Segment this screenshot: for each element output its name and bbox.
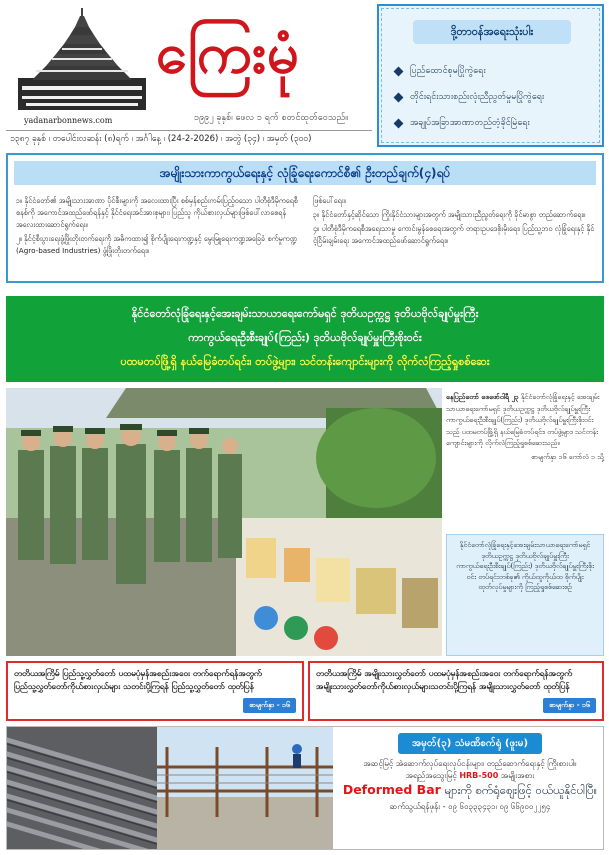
rebar-bundle-image xyxy=(7,727,157,850)
lead-story xyxy=(446,392,604,532)
palace-emblem-logo xyxy=(12,8,152,116)
ad-product: Deformed Bar xyxy=(342,782,441,797)
ad-copy xyxy=(337,731,603,847)
diamond-bullet-icon xyxy=(394,118,404,128)
ad-product-line: Deformed Bar များကို စက်ရုံဈေးဖြင့် ဝယ်ယူနိုင်ပါပြီ။ xyxy=(342,782,598,797)
ad-grade: HRB-500 xyxy=(459,771,499,780)
ad-badge: အမှတ်(၃) သံမဏိစက်ရုံ (ဖူးမ) xyxy=(398,733,542,754)
teaser-amyotha-hluttaw[interactable] xyxy=(308,661,604,721)
paper-title: ကြေးမုံ xyxy=(156,20,300,86)
lead-headline[interactable] xyxy=(6,296,604,382)
diamond-bullet-icon xyxy=(394,66,404,76)
story-dateline: နေပြည်တော် ဖေဖော်ဝါရီ ၂၃ xyxy=(446,393,519,401)
lead-headline-line-3: ပထမတပ်ဖြို့ရှိ နယ်မြေခံတပ်ရင်း၊ တပ်ဖွဲ့များ၊ သင်တန်းကျောင်းများကို လိုက်လံကြည့်ရှုစစ်ဆေး xyxy=(120,355,490,368)
story-continuation[interactable]: စာမျက်နှာ ၁၆ ကော်လံ ၁ သို့ xyxy=(531,452,604,461)
slogan-item: ပြည်ထောင်စုမပြိုကွဲရေး xyxy=(395,58,601,84)
ad-line-1: အဆင့်မြင့် အဲဆောက်လုပ်ရေးလုပ်ငန်းများ၊ တည်ဆောက်ရေးနှင့် ကြိုးစားပါ။ xyxy=(363,759,577,768)
slogan-heading: ဒို့တာဝန်အရေးသုံးပါး xyxy=(413,20,571,44)
lead-photo xyxy=(6,388,442,656)
date-bar xyxy=(6,130,372,148)
steel-mill-advertisement[interactable] xyxy=(6,726,604,850)
page-reference-badge[interactable]: စာမျက်နှာ - ၁၆ xyxy=(543,698,596,713)
masthead xyxy=(6,4,372,150)
teaser-text: တတိယအကြိမ် ပြည်သူ့လွှတ်တော် ပထမပုံမှန်အစည်းအဝေး တက်ရောက်ရန်အတွက် ပြည်သူ့လွှတ်တော်ကိုယ်စားလှယ်များ သတင်းပို့ကြရန် ပြည်သူ့လွှတ်တော် ထုတ်ပြန် xyxy=(14,668,262,691)
lead-headline-line-1: နိုင်ငံတော်လုံခြုံရေးနှင့်အေးချမ်းသာယာရေးကော်မရှင် ဒုတိယဥက္ကဋ္ဌ ဒုတိယဗိုလ်ချုပ်မှူးကြီး xyxy=(131,307,479,320)
slogan-item: အချုပ်အခြာအာဏာတည်တံ့ခိုင်မြဲရေး xyxy=(395,110,601,136)
teaser-text: တတိယအကြိမ် အမျိုးသားလွှတ်တော် ပထမပုံမှန်အစည်းအဝေး တက်ရောက်ရန်အတွက် အမျိုးသားလွှတ်တော်ကိုယ်စားလှယ်များသတင်းပို့ကြရန် အမျိုးသားလွှတ်တော် ထုတ်ပြန် xyxy=(316,668,573,691)
site-url: yadanarbonnews.com xyxy=(24,116,113,125)
objectives-right-column: ဖြစ်ပေါ်ရေး။ ၃။ နိုင်ငံတော်နှင့်ဆိုင်သော ကြိုးနိုင်ငံသားများအတွက် အမျိုးသားညီညွတ်ရေးကို ခိုင်မာစွာ တည်ဆောက်ရေး။ ၄။ ပါတီစုံဒီမိုကရေစီအရေးသာမှု ကောင်းမွန်စေရေးအတွက် တရားဥပဒေစိုးမိုးရေး၊ ပြည်သူ့ဘဝ လုံခြုံရေးနှင့် နိုင်ငံ့ငြိမ်းချမ်းရေး အကောင်အထည်ဖော်ဆောင်ရွက်ရေး။ xyxy=(313,196,595,245)
page-reference-badge[interactable]: စာမျက်နှာ - ၁၆ xyxy=(243,698,296,713)
ad-phone[interactable]: ဆက်သွယ်ရန်ဖုန်း - ၀၉ ၆၀၃၃၃၄၃၁၊ ၀၉ ၆၆၉၀၀၂၂၅၄ xyxy=(389,802,551,811)
slogan-list xyxy=(395,58,601,136)
objectives-title: အမျိုးသားကာကွယ်ရေးနှင့် လုံခြုံရေးကောင်စီ၏ ဦးတည်ချက်(၄)ရပ် xyxy=(14,161,596,185)
teaser-pyithu-hluttaw[interactable] xyxy=(6,661,304,721)
edition-line: ၁၉၉၂ ခုနှစ်၊ ဖေလ ၁ ရက် စတင်ထုတ်ဝေသည်။ xyxy=(194,113,348,123)
objectives-left-column: ၁။ နိုင်ငံတော်၏ အမျိုးသားအာဏာ ပိုင်စီးများကို အလေးထားပြီး စစ်မှန်စည်းကမ်းပြည့်ဝသော ပါတီစုံဒီမိုကရေစီစနစ်ကို အကောင်အထည်ဖော်ရန်နှင့် နိုင်ငံရေးအင်အားစုများ၊ ပြည်သူ ကိုယ်စားလှယ်များဖြစ်ပေါ်လာစေရန် အလေးထားဆောင်ရွက်ရေး။ ၂။ နိုင်ငံ့စီးပွားရေးဖွံ့ဖြိုးတိုးတက်ရေးကို အဓိကထား၍ စိုက်ပျိုးရေးကဏ္ဍနှင့် မွေးမြူရေးကဏ္ဍအခြေခံ စက်မှုကဏ္ဍ (Agro-based Industries) ဖွံ့ဖြိုးတိုးတက်ရေး။ xyxy=(16,196,298,255)
ad-line-2: အရည်အသွေးမြင့် HRB-500 အမျိုးအစား xyxy=(405,771,535,780)
slogan-item: တိုင်းရင်းသားစည်းလုံးညီညွတ်မှုမပြိုကွဲရေး xyxy=(395,84,601,110)
issue-date: ၁၃၈၇ ခုနှစ် ၊ တပေါင်းလဆန်း (၈)ရက် ၊ အင်္ဂါနေ့ ၊ (24-2-2026) ၊ အတွဲ (၃၄) ၊ အမှတ် (၃၀၀) xyxy=(10,133,312,144)
national-objectives-box xyxy=(6,153,604,283)
construction-site-image xyxy=(157,727,333,850)
objectives-body xyxy=(16,195,598,279)
diamond-bullet-icon xyxy=(394,92,404,102)
story-body: နိုင်ငံတော်လုံခြုံရေးနှင့် အေးချမ်းသာယာရေးကော်မရှင် ဒုတိယဥက္ကဋ္ဌ ဒုတိယဗိုလ်ချုပ်မှူးကြီး ကာကွယ်ရေးဦးစီးချုပ်(ကြည်း) ဒုတိယဗိုလ်ချုပ်မှူးကြီးစိုးဝင်း သည် ပထမတပ်ဖြို့ရှိ နယ်မြေခံတပ်ရင်း၊ တပ်ဖွဲ့များ၊ သင်တန်းကျောင်းများကို လိုက်လံကြည့်ရှုစစ်ဆေးသည်။ xyxy=(446,393,600,447)
slogan-box xyxy=(377,4,604,147)
lead-headline-line-2: ကာကွယ်ရေးဦးစီးချုပ်(ကြည်း) ဒုတိယဗိုလ်ချုပ်မှူးကြီးစိုးဝင်း xyxy=(188,331,422,344)
photo-caption: နိုင်ငံတော်လုံခြုံရေးနှင့်အေးချမ်းသာယာရေးကော်မရှင်ဒုတိယဥက္ကဋ္ဌ ဒုတိယဗိုလ်ချုပ်မှူးကြီး ကာကွယ်ရေးဦးစီးချုပ်(ကြည်း) ဒုတိယဗိုလ်ချုပ်မှူးကြီးစိုးဝင်း တပ်ရင်းတစ်ခု၏ ကိုယ်ထူကိုယ်ထ စိုက်ပျိုးထုတ်လုပ်မှုများကို ကြည့်ရှုစစ်ဆေးစဉ် xyxy=(446,534,604,656)
